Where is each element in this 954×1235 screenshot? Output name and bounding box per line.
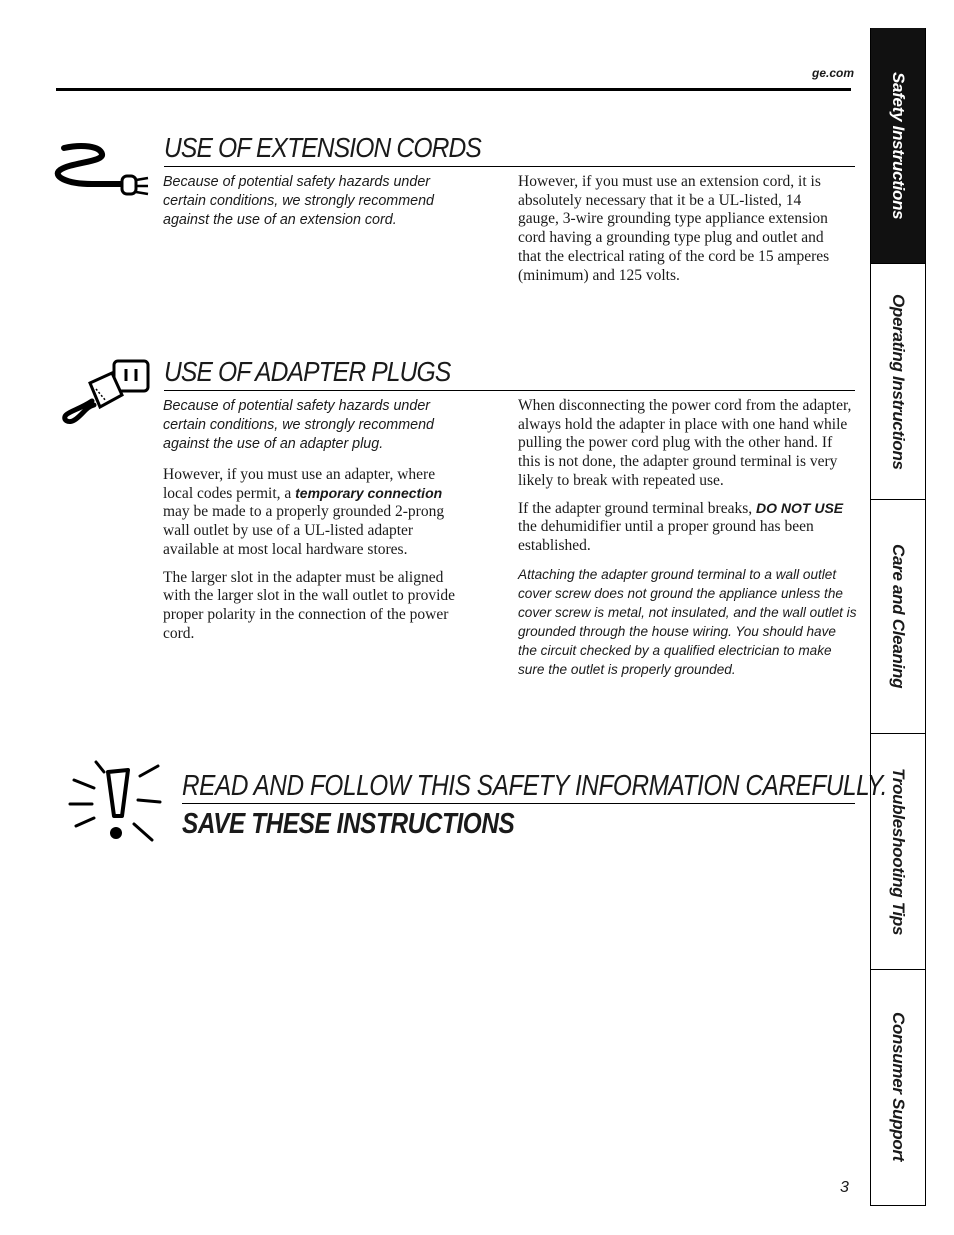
adapter-paragraph-2: The larger slot in the adapter must be aligned with the larger slot in the wall outlet to provide proper polarity in the connection of the power cord. bbox=[163, 568, 456, 642]
tab-operating-instructions[interactable]: Operating Instructions bbox=[871, 264, 925, 500]
tab-care-and-cleaning[interactable]: Care and Cleaning bbox=[871, 500, 925, 734]
page-number: 3 bbox=[840, 1179, 849, 1196]
extension-left-column bbox=[163, 173, 468, 242]
tab-troubleshooting-tips[interactable]: Troubleshooting Tips bbox=[871, 734, 925, 970]
do-not-use-emphasis: DO NOT USE bbox=[756, 499, 844, 516]
safety-save-instructions-heading: SAVE THESE INSTRUCTIONS bbox=[182, 808, 515, 840]
adapter-rule bbox=[164, 390, 855, 391]
tab-consumer-support[interactable]: Consumer Support bbox=[889, 1012, 908, 1162]
site-url: ge.com bbox=[811, 66, 854, 80]
adapter-plugs-title: USE OF ADAPTER PLUGS bbox=[164, 356, 451, 387]
adapter-right-column bbox=[518, 397, 858, 679]
tab-safety-instructions[interactable]: Safety Instructions bbox=[871, 28, 925, 264]
adapter-plug-icon bbox=[56, 355, 156, 433]
adapter-left-column bbox=[163, 397, 468, 652]
adapter-paragraph-1: However, if you must use an adapter, where local codes permit, a temporary connection may be made to a properly grounded 2-prong wall outlet by use of a UL-listed adapter available at most local hardware stores. bbox=[163, 466, 445, 558]
safety-rule bbox=[182, 803, 855, 804]
extension-warning: Because of potential safety hazards under certain conditions, we strongly recommend against the use of an extension cord. bbox=[163, 174, 434, 228]
extension-body: However, if you must use an extension cord, it is absolutely necessary that it be a UL-listed, 14 gauge, 3-wire grounding type appliance extension cord having a grounding type plug and outlet and that the electrical rating of the cord be 15 amperes (minimum) and 125 volts. bbox=[518, 173, 830, 284]
extension-right-column bbox=[518, 173, 830, 294]
safety-read-follow-heading: READ AND FOLLOW THIS SAFETY INFORMATION CAREFULLY. bbox=[182, 770, 887, 802]
header-rule bbox=[56, 88, 851, 91]
adapter-warning: Because of potential safety hazards under certain conditions, we strongly recommend against the use of an adapter plug. bbox=[163, 398, 434, 452]
extension-rule bbox=[164, 166, 855, 167]
exclamation-warning-icon bbox=[66, 758, 166, 848]
extension-cord-icon bbox=[52, 140, 152, 202]
extension-cords-title: USE OF EXTENSION CORDS bbox=[164, 132, 481, 163]
temporary-connection-emphasis: temporary connection bbox=[295, 484, 443, 501]
adapter-grounding-note: Attaching the adapter ground terminal to a wall outlet cover screw does not ground the appliance unless the cover screw is metal, not insulated, and the wall outlet is grounded through the house wiring. You should have the circuit checked by a qualified electrician to make sure the outlet is properly grounded. bbox=[518, 566, 857, 677]
section-tabs bbox=[870, 28, 926, 1206]
adapter-paragraph-3: When disconnecting the power cord from the adapter, always hold the adapter in place with one hand while pulling the power cord plug with the other hand. If this is not done, the adapter ground terminal is very likely to break with repeated use. bbox=[518, 397, 852, 489]
adapter-paragraph-4: If the adapter ground terminal breaks, DO NOT USE the dehumidifier until a proper ground has been established. bbox=[518, 499, 844, 554]
